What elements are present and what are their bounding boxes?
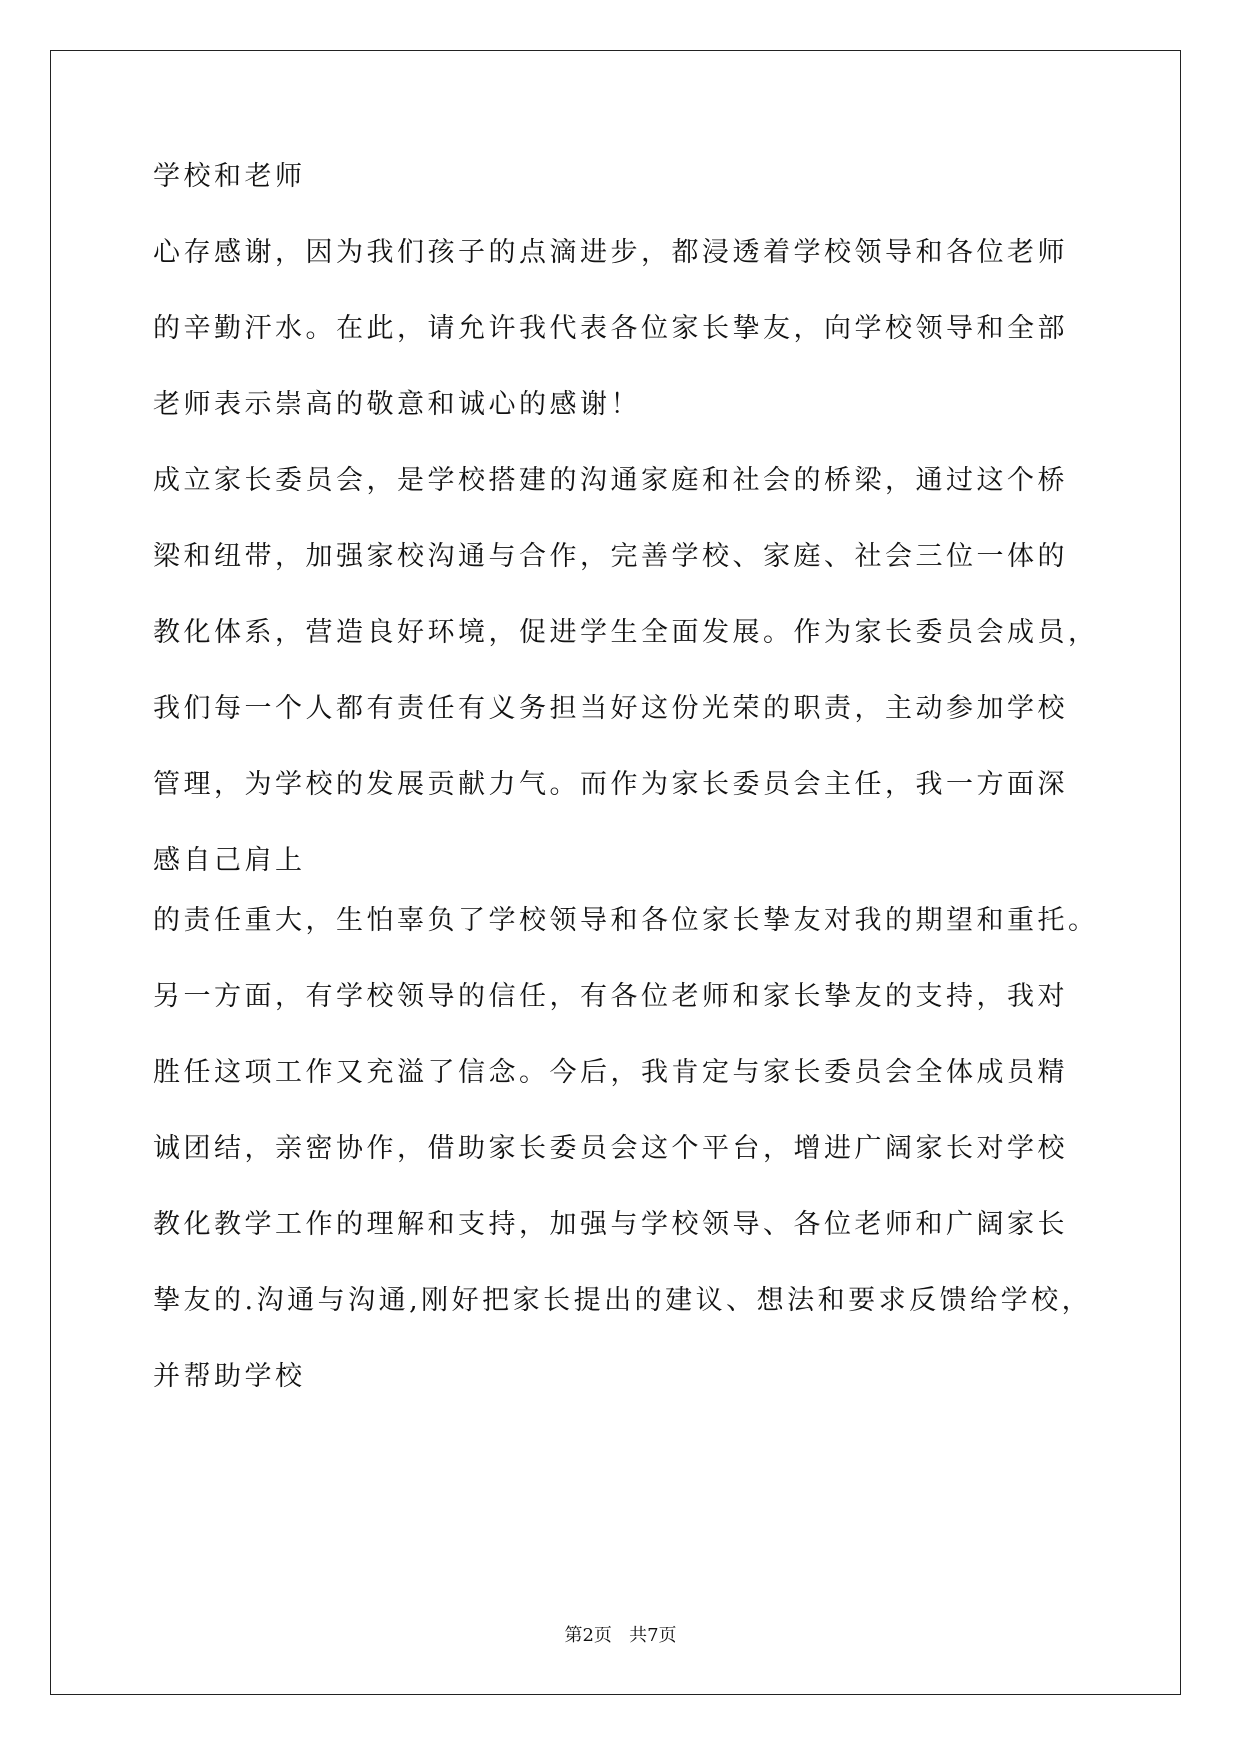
- text-line: 学校和老师: [153, 161, 306, 192]
- text-line: 老师表示崇高的敬意和诚心的感谢！: [153, 389, 641, 420]
- text-line: 我们每一个人都有责任有义务担当好这份光荣的职责，主动参加学校: [153, 693, 1068, 724]
- page-number: 第2页 共7页: [564, 1625, 677, 1646]
- text-line: 成立家长委员会，是学校搭建的沟通家庭和社会的桥梁，通过这个桥: [153, 465, 1068, 496]
- text-line: 诚团结，亲密协作，借助家长委员会这个平台，增进广阔家长对学校: [153, 1133, 1068, 1164]
- text-line: 并帮助学校: [153, 1361, 306, 1392]
- text-line: 管理，为学校的发展贡献力气。而作为家长委员会主任，我一方面深: [153, 769, 1068, 800]
- text-line: 教化体系，营造良好环境，促进学生全面发展。作为家长委员会成员，: [153, 617, 1099, 648]
- text-line: 感自己肩上: [153, 845, 306, 876]
- document-body: [153, 158, 1099, 1434]
- text-line: 另一方面，有学校领导的信任，有各位老师和家长挚友的支持，我对: [153, 981, 1068, 1012]
- text-line: 梁和纽带，加强家校沟通与合作，完善学校、家庭、社会三位一体的: [153, 541, 1068, 572]
- text-line: 胜任这项工作又充溢了信念。今后，我肯定与家长委员会全体成员精: [153, 1057, 1068, 1088]
- text-line: 教化教学工作的理解和支持，加强与学校领导、各位老师和广阔家长: [153, 1209, 1068, 1240]
- text-line: 的责任重大，生怕辜负了学校领导和各位家长挚友对我的期望和重托。: [153, 905, 1099, 936]
- text-line: 心存感谢，因为我们孩子的点滴进步，都浸透着学校领导和各位老师: [153, 237, 1068, 268]
- text-line: 的辛勤汗水。在此，请允许我代表各位家长挚友，向学校领导和全部: [153, 313, 1068, 344]
- text-line: 挚友的.沟通与沟通,刚好把家长提出的建议、想法和要求反馈给学校，: [153, 1285, 1093, 1316]
